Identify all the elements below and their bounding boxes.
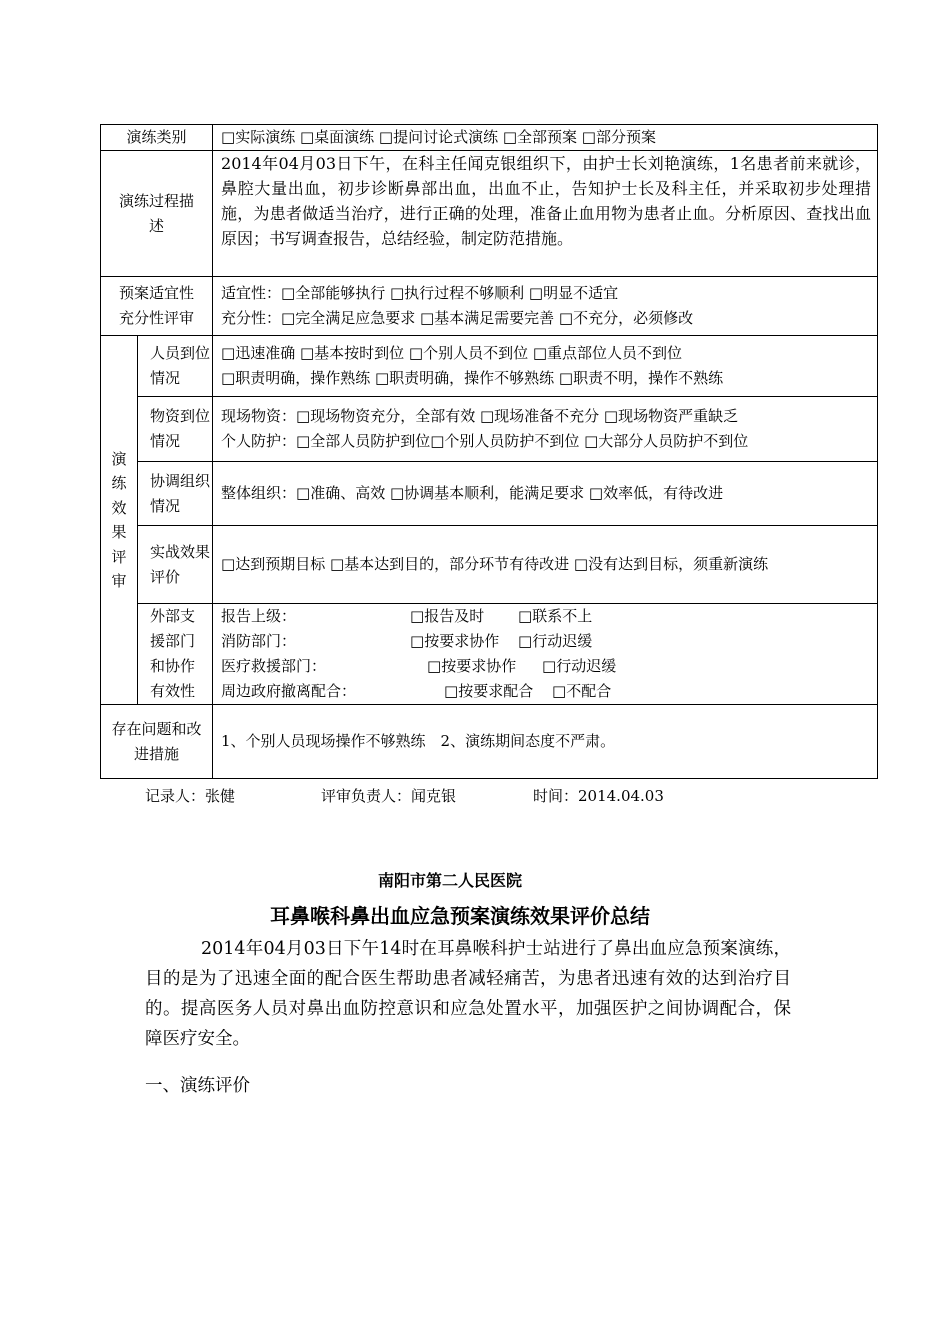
issues-label: 存在问题和改进措施 bbox=[101, 705, 213, 779]
material-text: 现场物资：□现场物资充分，全部有效 □现场准备不充分 □现场物资严重缺乏 个人防护：□全部人员防护到位□个别人员防护不到位 □大部分人员防护不到位 bbox=[213, 397, 878, 462]
drill-type-label: 演练类别 bbox=[101, 125, 213, 151]
suitability-row bbox=[101, 277, 878, 336]
material-row bbox=[101, 397, 878, 462]
suitability-label: 预案适宜性充分性评审 bbox=[101, 277, 213, 336]
issues-text: 1、个别人员现场操作不够熟练 2、演练期间态度不严肃。 bbox=[213, 705, 878, 779]
review-time: 时间：2014.04.03 bbox=[533, 787, 664, 805]
adequacy-line: 充分性：□完全满足应急要求 □基本满足需要完善 □不充分，必须修改 bbox=[221, 309, 694, 327]
section-heading: 一、演练评价 bbox=[145, 1076, 250, 1096]
issues-row bbox=[101, 705, 878, 779]
recorder: 记录人：张健 bbox=[145, 787, 236, 805]
external-row bbox=[101, 604, 878, 705]
personnel-row bbox=[101, 336, 878, 397]
personnel-text: □迅速准确 □基本按时到位 □个别人员不到位 □重点部位人员不到位 □职责明确，操作熟练 □职责明确，操作不够熟练 □职责不明，操作不熟练 bbox=[213, 336, 878, 397]
suitability-line: 适宜性：□全部能够执行 □执行过程不够顺利 □明显不适宜 bbox=[221, 284, 619, 302]
process-row bbox=[101, 151, 878, 277]
coordination-text: 整体组织：□准确、高效 □协调基本顺利，能满足要求 □效率低，有待改进 bbox=[213, 462, 878, 526]
effect-label: 演练效果评审 bbox=[101, 336, 138, 705]
drill-evaluation-table bbox=[100, 124, 878, 779]
coordination-row bbox=[101, 462, 878, 526]
material-label: 物资到位情况 bbox=[138, 397, 213, 462]
summary-paragraph: 2014年04月03日下午14时在耳鼻喉科护士站进行了鼻出血应急预案演练，目的是为了迅速全面的配合医生帮助患者减轻痛苦，为患者迅速有效的达到治疗目的。提高医务人员对鼻出血防控意识和应急处置水平，加强医护之间协调配合，保障医疗安全。 bbox=[145, 939, 791, 1049]
combat-row bbox=[101, 526, 878, 604]
process-text: 2014年04月03日下午，在科主任闻克银组织下，由护士长刘艳演练，1名患者前来就诊，鼻腔大量出血，初步诊断鼻部出血，出血不止，告知护士长及科主任，并采取初步处理措施，为患者做适当治疗，进行正确的处理，准备止血用物为患者止血。分析原因、查找出血原因；书写调查报告，总结经验，制定防范措施。 bbox=[213, 151, 878, 277]
reviewer: 评审负责人：闻克银 bbox=[321, 787, 457, 805]
personnel-label: 人员到位情况 bbox=[138, 336, 213, 397]
hospital-name: 南阳市第二人民医院 bbox=[377, 871, 522, 890]
external-label: 外部支援部门和协作有效性 bbox=[138, 604, 213, 705]
process-label: 演练过程描述 bbox=[101, 151, 213, 277]
suitability-text bbox=[213, 277, 878, 336]
external-grid: 报告上级： □报告及时 □联系不上 消防部门： □按要求协作 □行动迟缓 医疗救援部门： □按要求协作 □行动迟缓 周边政府撤离配合： □按要求配合 □不配合 bbox=[213, 604, 878, 705]
drill-type-row bbox=[101, 125, 878, 151]
coordination-label: 协调组织情况 bbox=[138, 462, 213, 526]
combat-label: 实战效果评价 bbox=[138, 526, 213, 604]
document-title: 耳鼻喉科鼻出血应急预案演练效果评价总结 bbox=[270, 904, 650, 928]
drill-type-value: □实际演练 □桌面演练 □提问讨论式演练 □全部预案 □部分预案 bbox=[213, 125, 878, 151]
combat-text: □达到预期目标 □基本达到目的，部分环节有待改进 □没有达到目标，须重新演练 bbox=[213, 526, 878, 604]
